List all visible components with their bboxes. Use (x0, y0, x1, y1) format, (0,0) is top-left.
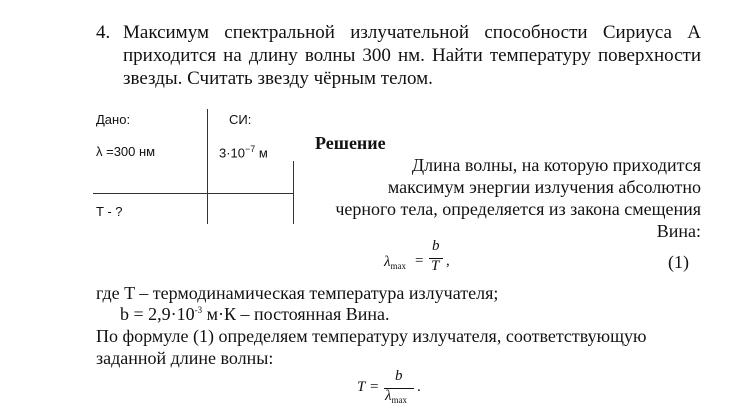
table-horizontal-divider (93, 193, 293, 194)
table-vertical-right (293, 161, 294, 224)
si-lambda-value (219, 144, 268, 160)
solution-intro-line-2: максимум энергии излучения абсолютно (387, 177, 701, 197)
formula1-lhs-sub: max (390, 261, 406, 271)
si-value-unit: м (255, 145, 268, 161)
where-b-exp: -3 (194, 305, 203, 315)
formula1-lhs (384, 254, 406, 271)
solution-intro-line-3: черного тела, определяется из закона смещения (335, 199, 701, 219)
solution-intro-line-4: Вина: (656, 221, 701, 241)
formula2-fraction (384, 368, 414, 416)
formula2-lambda: λ (385, 388, 392, 404)
formula2-lhs: T (357, 379, 366, 395)
si-value-base: 3·10 (219, 145, 246, 161)
formula2-denominator (385, 388, 407, 405)
solution-title: Решение (315, 133, 386, 153)
problem-line-2: приходится на длину волны 300 нм. Найти температуру поверхности (123, 45, 701, 66)
where-line-1: где T – термодинамическая температура излучателя; (96, 283, 499, 303)
formula2-numerator: b (395, 368, 403, 384)
formula2-den-sub: max (391, 395, 407, 405)
formula1-numerator: b (432, 238, 440, 254)
given-header: Дано: (96, 112, 131, 127)
table-vertical-divider (207, 109, 208, 224)
formula2-trail: . (417, 379, 421, 395)
formula1-lambda: λ (384, 254, 391, 270)
where-b-desc: м·К – постоянная Вина. (202, 304, 390, 324)
si-value-exp: −7 (245, 144, 256, 154)
given-lambda: λ =300 нм (96, 144, 156, 159)
si-header: СИ: (229, 112, 252, 127)
where-line-2 (120, 304, 389, 325)
find-T: T - ? (96, 204, 123, 219)
problem-number: 4. (96, 22, 111, 43)
formula1-trail: , (446, 253, 450, 269)
formula1-equals: = (415, 253, 424, 269)
solution-intro-line-1: Длина волны, на которую приходится (411, 155, 701, 175)
where-b-value: b = 2,9·10 (120, 304, 195, 324)
problem-line-1: Максимум спектральной излучательной способности Сириуса А (123, 22, 701, 43)
after-line-2: заданной длине волны: (96, 348, 274, 368)
after-line-1: По формуле (1) определяем температуру излучателя, соответствующую (96, 326, 647, 346)
formula1-fraction (429, 238, 443, 278)
formula1-denominator: T (431, 258, 440, 274)
formula1-number: (1) (668, 252, 689, 272)
formula2-equals: = (370, 379, 379, 395)
problem-line-3: звезды. Считать звезду чёрным телом. (123, 68, 433, 89)
